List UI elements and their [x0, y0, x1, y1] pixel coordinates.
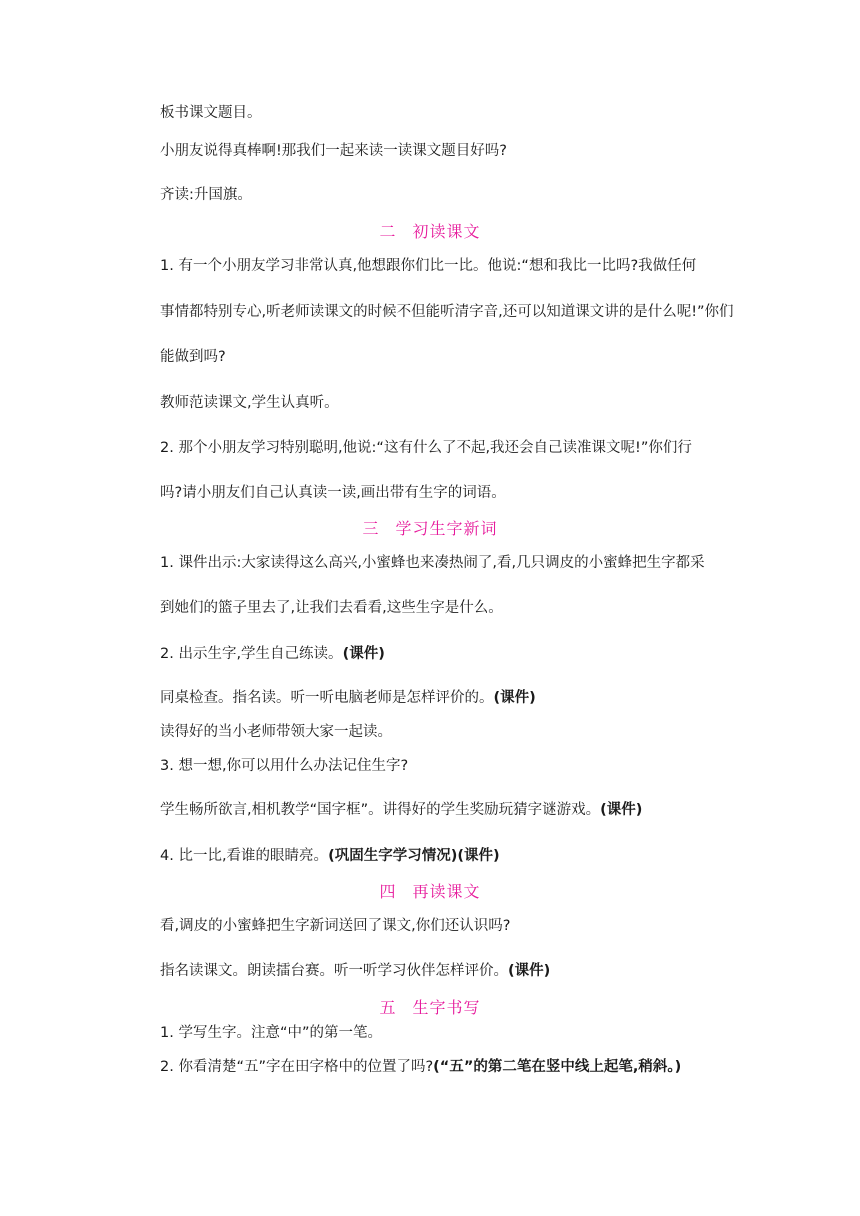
- paragraph-step-2-cont: 吗?请小朋友们自己认真读一读,画出带有生字的词语。: [160, 485, 506, 501]
- courseware-tag: (课件): [342, 646, 385, 662]
- courseware-tag: (巩固生字学习情况)(课件): [328, 848, 500, 864]
- courseware-tag: (课件): [493, 690, 536, 706]
- paragraph-writing-1: 1. 学写生字。注意“中”的第一笔。: [160, 1025, 382, 1041]
- paragraph-reread: 看,调皮的小蜜蜂把生字新词送回了课文,你们还认识吗?: [160, 918, 511, 934]
- text: 2. 出示生字,学生自己练读。: [160, 646, 343, 662]
- section-number: 二: [379, 222, 397, 241]
- paragraph-praise: 小朋友说得真棒啊!那我们一起来读一读课文题目好吗?: [160, 143, 508, 159]
- text: 2. 你看清楚“五”字在田字格中的位置了吗?: [160, 1059, 434, 1075]
- paragraph-step-2: 2. 那个小朋友学习特别聪明,他说:“这有什么了不起,我还会自己读准课文呢!”你们行: [160, 440, 692, 456]
- paragraph-teacher-read: 教师范读课文,学生认真听。: [160, 395, 339, 411]
- paragraph-step-1-end: 能做到吗?: [160, 349, 226, 365]
- paragraph-discussion: [160, 800, 642, 820]
- paragraph-step-show-chars: [160, 644, 385, 664]
- courseware-tag: (课件): [600, 802, 643, 818]
- paragraph-step-1: 1. 有一个小朋友学习非常认真,他想跟你们比一比。他说:“想和我比一比吗?我做任何: [160, 258, 697, 274]
- section-title: 初读课文: [412, 222, 481, 241]
- section-heading-5: [0, 997, 860, 1019]
- section-number: 四: [379, 882, 397, 901]
- paragraph-writing-2: [160, 1057, 681, 1077]
- paragraph-courseware-1: 1. 课件出示:大家读得这么高兴,小蜜蜂也来凑热闹了,看,几只调皮的小蜜蜂把生字都采: [160, 555, 705, 571]
- section-title: 再读课文: [412, 882, 481, 901]
- text: 同桌检查。指名读。听一听电脑老师是怎样评价的。: [160, 690, 494, 706]
- writing-note: (“五”的第二笔在竖中线上起笔,稍斜。): [433, 1059, 682, 1075]
- courseware-tag: (课件): [508, 963, 551, 979]
- section-heading-4: [0, 881, 860, 903]
- text: 指名读课文。朗读擂台赛。听一听学习伙伴怎样评价。: [160, 963, 508, 979]
- paragraph-read-together: 齐读:升国旗。: [160, 187, 252, 203]
- paragraph-step-3: 3. 想一想,你可以用什么办法记住生字?: [160, 758, 409, 774]
- paragraph-step-4: [160, 846, 500, 866]
- text: 学生畅所欲言,相机教学“国字框”。讲得好的学生奖励玩猜字谜游戏。: [160, 802, 601, 818]
- section-title: 生字书写: [412, 998, 481, 1017]
- paragraph-courseware-1-cont: 到她们的篮子里去了,让我们去看看,这些生字是什么。: [160, 600, 503, 616]
- paragraph-little-teacher: 读得好的当小老师带领大家一起读。: [160, 724, 392, 740]
- paragraph-step-1-cont: 事情都特别专心,听老师读课文的时候不但能听清字音,还可以知道课文讲的是什么呢!”你们: [160, 304, 734, 320]
- paragraph-reading-contest: [160, 961, 550, 981]
- section-title: 学习生字新词: [395, 519, 498, 538]
- section-number: 五: [379, 998, 397, 1017]
- paragraph-board-title: 板书课文题目。: [160, 105, 262, 121]
- section-heading-3: [0, 518, 860, 540]
- paragraph-desk-check: [160, 688, 536, 708]
- text: 4. 比一比,看谁的眼睛亮。: [160, 848, 329, 864]
- section-heading-2: [0, 221, 860, 243]
- section-number: 三: [362, 519, 380, 538]
